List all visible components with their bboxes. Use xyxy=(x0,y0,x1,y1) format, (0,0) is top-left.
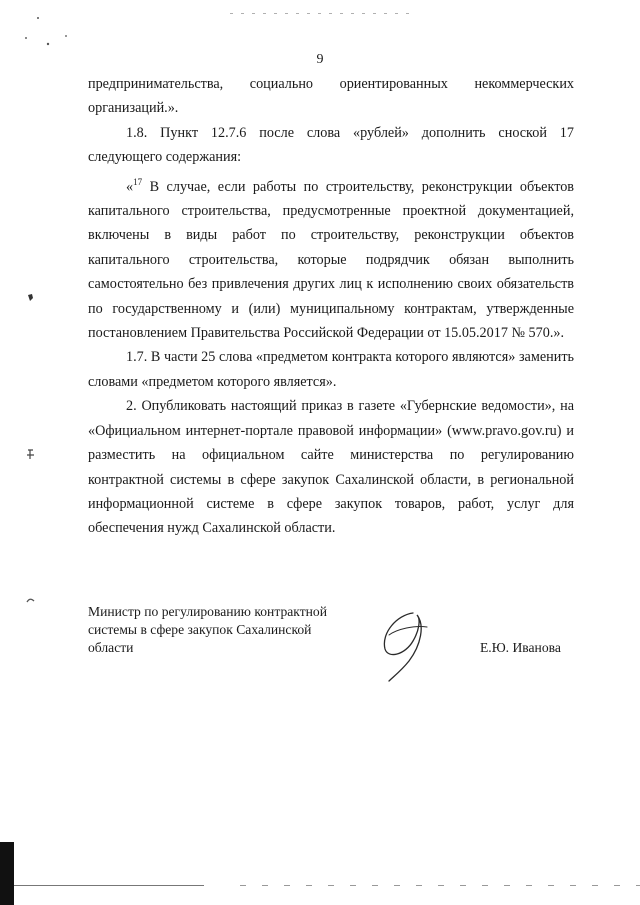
scan-mark-left-1 xyxy=(26,292,36,304)
paragraph-2: 2. Опубликовать настоящий приказ в газете «Губернские ведомости», на «Официальном интернет-портале правовой информации» (www.pravo.gov.ru) и разместить на официальном сайте министерства по регулированию контрактной системы в сфере закупок Сахалинской области, в региональной информационной системе в сфере закупок товаров, работ, услуг для обеспечения нужд Сахалинской области. xyxy=(88,398,574,537)
signatory-name: Е.Ю. Иванова xyxy=(480,640,561,655)
document-body xyxy=(88,72,574,541)
scan-mark-left-3 xyxy=(26,596,36,604)
quote-open: « xyxy=(126,178,134,195)
footnote-text: В случае, если работы по строительству, реконструкции объектов капитального строительства, предусмотренные проектной документацией, включены в виды работ по строительству, реконструкции объектов капитального строительства, которые подрядчик обязан выполнить самостоятельно без привлечения других лиц к исполнению своих обязательств по государственному и (или) муниципальному контрактам, утвержденные постановлением Правительства Российской Федерации от 15.05.2017 № 570.». xyxy=(88,178,574,342)
footnote-mark: 17 xyxy=(133,176,143,187)
scan-mark-top-left xyxy=(18,14,78,54)
paragraph-footnote-17 xyxy=(88,170,574,346)
scan-line-bottom xyxy=(14,885,204,886)
scan-edge-shadow xyxy=(0,842,14,905)
scan-speckle-bottom xyxy=(240,885,640,886)
paragraph-1-7: 1.7. В части 25 слова «предметом контракта которого являются» заменить словами «предметом которого является». xyxy=(88,349,574,390)
scan-speckle-top xyxy=(230,13,410,14)
paragraph-continuation: предпринимательства, социально ориентированных некоммерческих организаций.». xyxy=(88,76,574,117)
scan-mark-left-2 xyxy=(25,448,37,462)
paragraph-1-8: 1.8. Пункт 12.7.6 после слова «рублей» дополнить сноской 17 следующего содержания: xyxy=(88,124,574,166)
handwritten-signature xyxy=(375,605,445,685)
page-number: 9 xyxy=(316,52,324,67)
signatory-position: Министр по регулированию контрактной системы в сфере закупок Сахалинской области xyxy=(88,604,327,655)
